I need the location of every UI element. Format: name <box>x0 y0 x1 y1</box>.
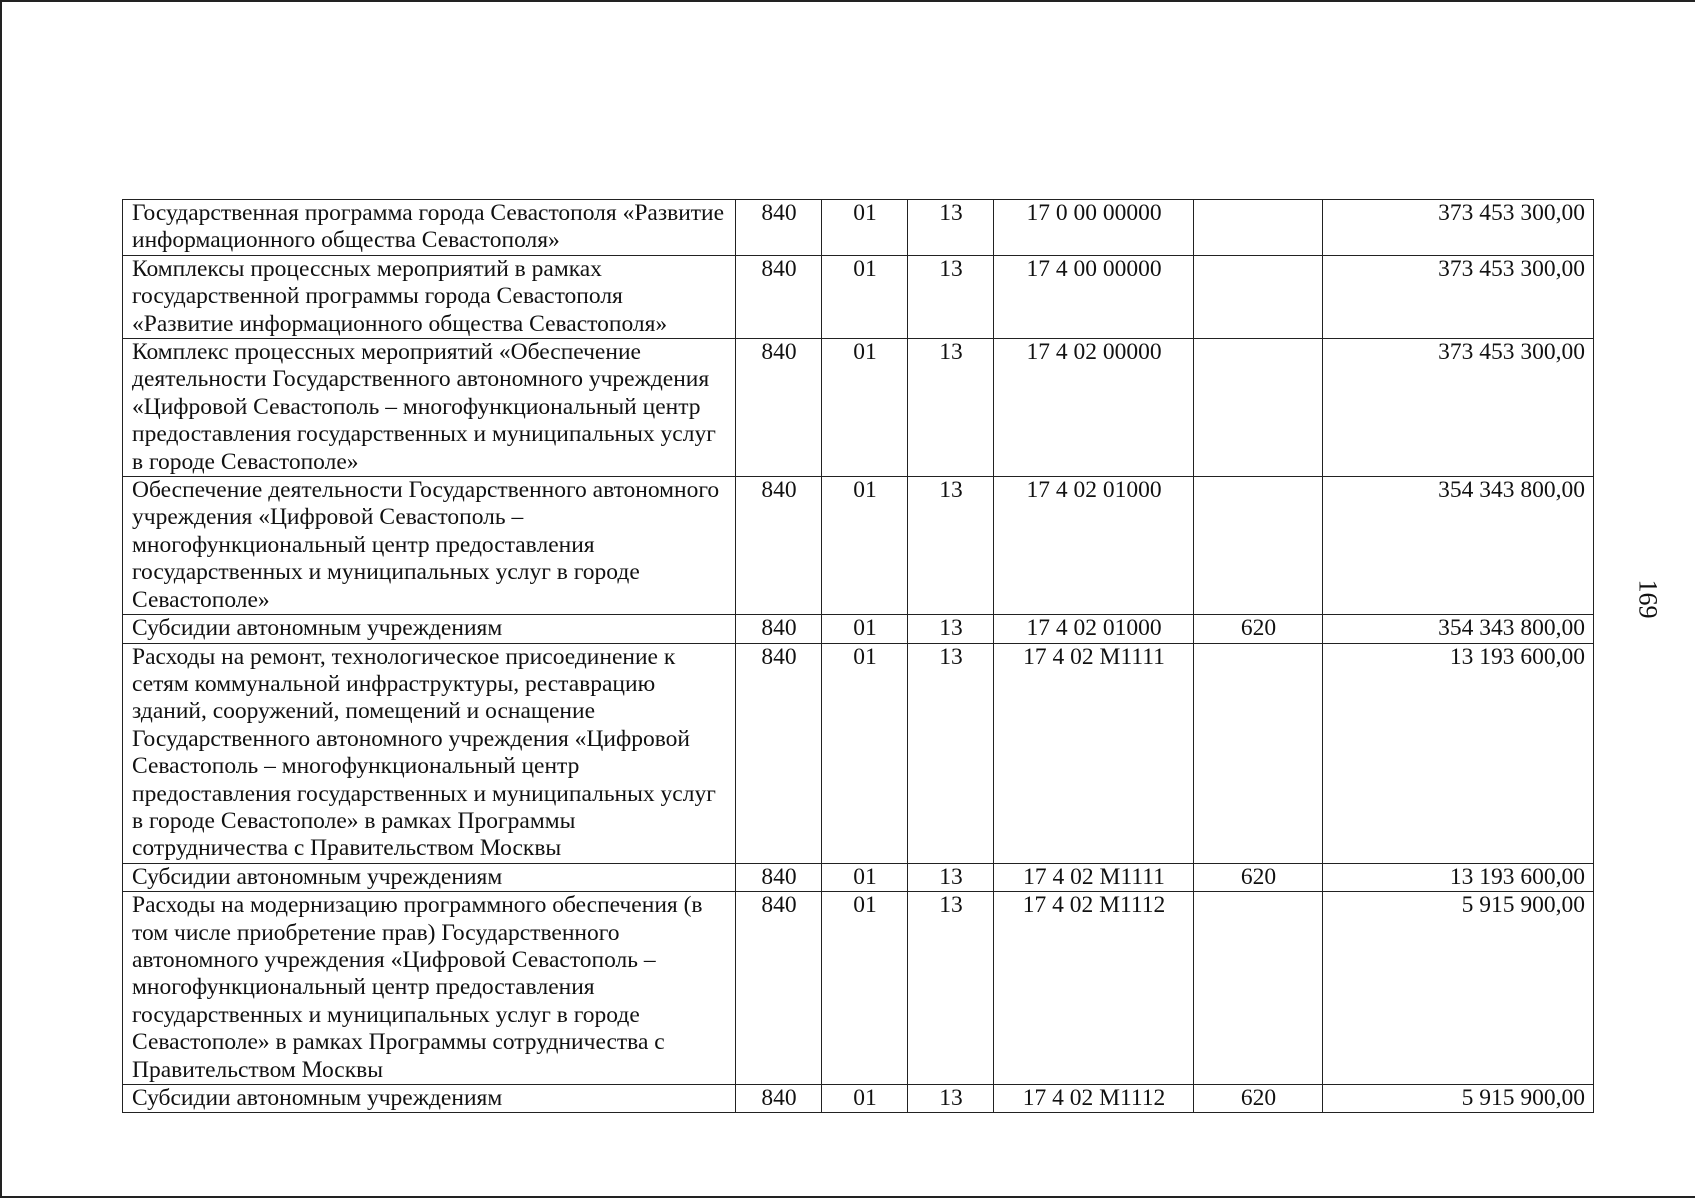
page-number: 169 <box>1633 579 1663 619</box>
row-name: Расходы на ремонт, технологическое присоединение к сетям коммунальной инфраструктуры, реставрацию зданий, сооружений, помещений и оснащение Государственного автономного учреждения «Цифровой Севастополь – многофункциональный центр предоставления государственных и муниципальных услуг в городе Севастополе» в рамках Программы сотрудничества с Правительством Москвы <box>123 643 736 863</box>
row-name: Государственная программа города Севастополя «Развитие информационного общества Севастополя» <box>123 200 736 256</box>
row-vr <box>1194 477 1323 615</box>
row-rz: 01 <box>822 892 908 1085</box>
row-amount: 13 193 600,00 <box>1323 643 1594 863</box>
row-rz: 01 <box>822 200 908 256</box>
row-vr: 620 <box>1194 1085 1323 1113</box>
row-vr <box>1194 200 1323 256</box>
row-vr <box>1194 892 1323 1085</box>
row-ved: 840 <box>736 1085 822 1113</box>
row-csr: 17 4 02 00000 <box>994 339 1194 477</box>
row-ved: 840 <box>736 615 822 643</box>
row-pr: 13 <box>908 255 994 338</box>
row-rz: 01 <box>822 477 908 615</box>
row-pr: 13 <box>908 863 994 891</box>
row-name: Комплекс процессных мероприятий «Обеспечение деятельности Государственного автономного учреждения «Цифровой Севастополь – многофункциональный центр предоставления государственных и муниципальных услуг в городе Севастополе» <box>123 339 736 477</box>
row-pr: 13 <box>908 892 994 1085</box>
table-row <box>123 339 1594 477</box>
row-name: Комплексы процессных мероприятий в рамках государственной программы города Севастополя «Развитие информационного общества Севастополя» <box>123 255 736 338</box>
row-amount: 5 915 900,00 <box>1323 892 1594 1085</box>
row-amount: 373 453 300,00 <box>1323 255 1594 338</box>
row-csr: 17 4 02 М1112 <box>994 892 1194 1085</box>
table-row <box>123 892 1594 1085</box>
row-name: Расходы на модернизацию программного обеспечения (в том числе приобретение прав) Государственного автономного учреждения «Цифровой Севастополь – многофункциональный центр предоставления государственных и муниципальных услуг в городе Севастополе» в рамках Программы сотрудничества с Правительством Москвы <box>123 892 736 1085</box>
row-csr: 17 0 00 00000 <box>994 200 1194 256</box>
row-name: Субсидии автономным учреждениям <box>123 863 736 891</box>
row-rz: 01 <box>822 255 908 338</box>
row-ved: 840 <box>736 863 822 891</box>
row-pr: 13 <box>908 1085 994 1113</box>
table-row <box>123 863 1594 891</box>
row-name: Субсидии автономным учреждениям <box>123 615 736 643</box>
table-row <box>123 1085 1594 1113</box>
row-csr: 17 4 02 01000 <box>994 615 1194 643</box>
row-amount: 354 343 800,00 <box>1323 477 1594 615</box>
row-csr: 17 4 02 М1112 <box>994 1085 1194 1113</box>
row-pr: 13 <box>908 615 994 643</box>
row-vr: 620 <box>1194 863 1323 891</box>
table-row <box>123 200 1594 256</box>
row-csr: 17 4 00 00000 <box>994 255 1194 338</box>
row-rz: 01 <box>822 863 908 891</box>
row-pr: 13 <box>908 643 994 863</box>
row-amount: 373 453 300,00 <box>1323 339 1594 477</box>
row-rz: 01 <box>822 339 908 477</box>
row-name: Обеспечение деятельности Государственного автономного учреждения «Цифровой Севастополь – многофункциональный центр предоставления государственных и муниципальных услуг в городе Севастополе» <box>123 477 736 615</box>
row-ved: 840 <box>736 200 822 256</box>
row-csr: 17 4 02 М1111 <box>994 643 1194 863</box>
row-vr: 620 <box>1194 615 1323 643</box>
table-row <box>123 643 1594 863</box>
row-vr <box>1194 643 1323 863</box>
row-vr <box>1194 255 1323 338</box>
row-ved: 840 <box>736 477 822 615</box>
row-pr: 13 <box>908 339 994 477</box>
row-ved: 840 <box>736 643 822 863</box>
row-ved: 840 <box>736 339 822 477</box>
row-csr: 17 4 02 01000 <box>994 477 1194 615</box>
table-row <box>123 477 1594 615</box>
row-rz: 01 <box>822 615 908 643</box>
row-csr: 17 4 02 М1111 <box>994 863 1194 891</box>
row-amount: 13 193 600,00 <box>1323 863 1594 891</box>
row-name: Субсидии автономным учреждениям <box>123 1085 736 1113</box>
table-row <box>123 615 1594 643</box>
row-pr: 13 <box>908 200 994 256</box>
table-row <box>123 255 1594 338</box>
row-pr: 13 <box>908 477 994 615</box>
row-rz: 01 <box>822 1085 908 1113</box>
budget-table <box>122 199 1594 1113</box>
row-ved: 840 <box>736 892 822 1085</box>
row-vr <box>1194 339 1323 477</box>
row-rz: 01 <box>822 643 908 863</box>
row-amount: 5 915 900,00 <box>1323 1085 1594 1113</box>
row-amount: 373 453 300,00 <box>1323 200 1594 256</box>
row-ved: 840 <box>736 255 822 338</box>
row-amount: 354 343 800,00 <box>1323 615 1594 643</box>
